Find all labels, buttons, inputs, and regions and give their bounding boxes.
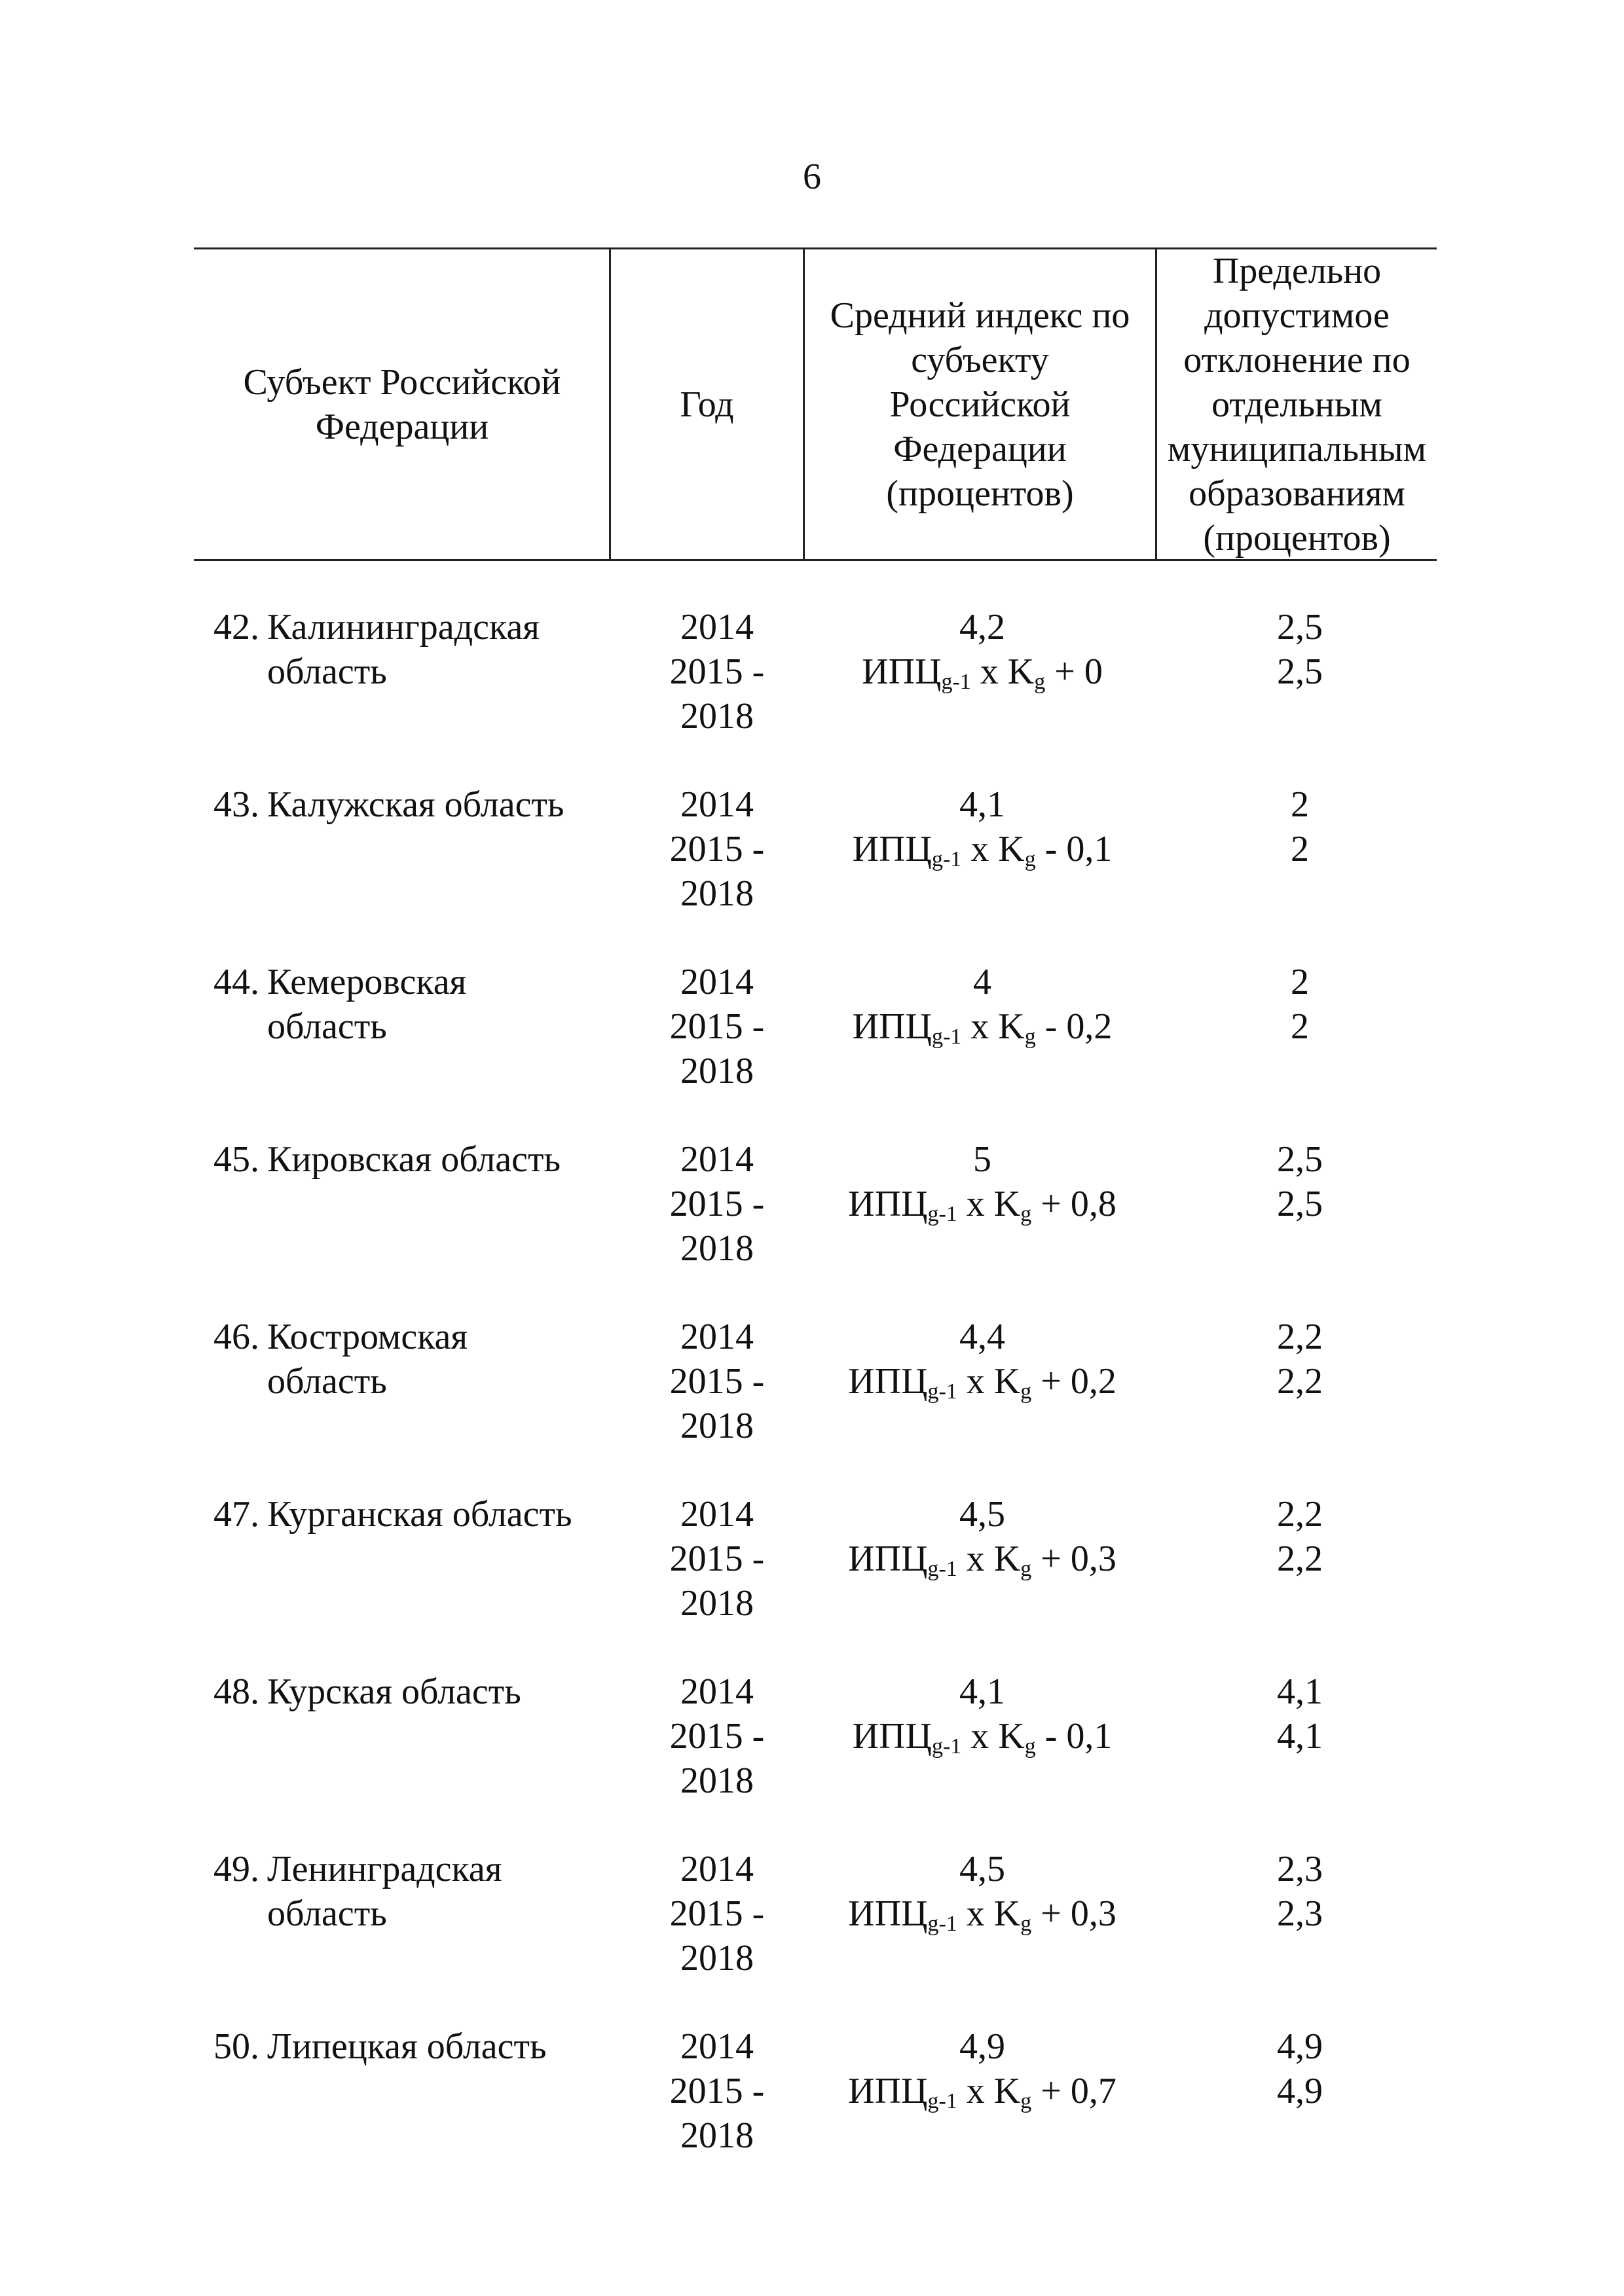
deviation-2015: 2 [1291, 1006, 1309, 1047]
index-2014: 4,1 [959, 1671, 1005, 1712]
index-formula [805, 1359, 1159, 1404]
deviation-2015: 2 [1291, 829, 1309, 869]
header-avg-index-line: субъекту [911, 339, 1049, 380]
formula-op: - 0,1 [1035, 1716, 1113, 1757]
row-number: 42. [213, 607, 259, 647]
avg-index-cell [805, 1669, 1159, 1758]
year-range-start: 2015 - [669, 2071, 765, 2111]
formula-mult: x K [970, 651, 1035, 692]
index-2014: 4 [973, 962, 991, 1002]
formula-sub2: g [1020, 1202, 1032, 1226]
table-row [0, 1315, 1624, 1452]
index-formula [805, 1714, 1159, 1758]
formula-base: ИПЦ [852, 1716, 932, 1757]
year-range-end: 2018 [680, 1228, 754, 1269]
header-deviation-line: муниципальным [1167, 428, 1427, 469]
formula-sub2: g [1024, 847, 1036, 871]
avg-index-cell [805, 2024, 1159, 2113]
subject-name [267, 1315, 621, 1404]
subject-name-line: область [267, 1893, 387, 1934]
formula-base: ИПЦ [862, 651, 942, 692]
index-2014: 4,5 [959, 1494, 1005, 1535]
header-avg-index-line: (процентов) [886, 473, 1074, 514]
year-range-start: 2015 - [669, 651, 765, 692]
formula-base: ИПЦ [848, 1361, 928, 1402]
deviation-cell [1231, 1137, 1369, 1226]
year-cell [648, 960, 786, 1093]
formula-base: ИПЦ [848, 1184, 928, 1224]
deviation-cell [1231, 2024, 1369, 2113]
formula-sub2: g [1020, 1379, 1032, 1404]
deviation-2015: 4,1 [1277, 1716, 1323, 1757]
year-range-start: 2015 - [669, 1006, 765, 1047]
table-row [0, 1492, 1624, 1630]
index-formula [805, 1182, 1159, 1226]
subject-name-line: область [267, 651, 387, 692]
formula-op: + 0,3 [1031, 1893, 1116, 1934]
deviation-2015: 4,9 [1277, 2071, 1323, 2111]
year-range-end: 2018 [680, 873, 754, 914]
header-avg-index-line: Российской [889, 384, 1071, 425]
deviation-2014: 2 [1291, 784, 1309, 825]
formula-op: + 0,3 [1031, 1539, 1116, 1579]
formula-sub2: g [1020, 1912, 1032, 1936]
year-range-end: 2018 [680, 2115, 754, 2156]
deviation-cell [1231, 1669, 1369, 1758]
year-range-end: 2018 [680, 1760, 754, 1801]
index-2014: 4,1 [959, 784, 1005, 825]
avg-index-cell [805, 605, 1159, 694]
index-2014: 4,5 [959, 1849, 1005, 1889]
header-deviation-line: отдельным [1211, 384, 1382, 425]
index-formula [805, 1537, 1159, 1581]
row-number: 46. [213, 1317, 259, 1357]
year-range-end: 2018 [680, 1938, 754, 1978]
formula-sub1: g-1 [927, 2089, 957, 2113]
row-number: 50. [213, 2026, 259, 2067]
formula-sub1: g-1 [927, 1557, 957, 1581]
avg-index-cell [805, 782, 1159, 871]
formula-sub1: g-1 [941, 670, 971, 694]
header-year-line: Год [680, 384, 734, 425]
deviation-2015: 2,2 [1277, 1361, 1323, 1402]
avg-index-cell [805, 1847, 1159, 1936]
formula-base: ИПЦ [848, 1539, 928, 1579]
index-2014: 4,4 [959, 1317, 1005, 1357]
formula-mult: x K [957, 2071, 1021, 2111]
year-range-start: 2015 - [669, 1893, 765, 1934]
formula-op: + 0,2 [1031, 1361, 1116, 1402]
subject-name-line: Липецкая область [267, 2026, 547, 2067]
subject-name-line: Ленинградская [267, 1849, 502, 1889]
deviation-cell [1231, 1492, 1369, 1581]
subject-name [267, 782, 621, 827]
index-2014: 4,2 [959, 607, 1005, 647]
formula-sub2: g [1020, 2089, 1032, 2113]
subject-name-line: Кемеровская [267, 962, 467, 1002]
formula-sub1: g-1 [927, 1202, 957, 1226]
index-2014: 5 [973, 1139, 991, 1180]
avg-index-cell [805, 960, 1159, 1049]
table-row [0, 1137, 1624, 1275]
year-range-start: 2015 - [669, 1716, 765, 1757]
subject-name [267, 1492, 621, 1537]
deviation-cell [1231, 1847, 1369, 1936]
deviation-2015: 2,5 [1277, 651, 1323, 692]
index-2014: 4,9 [959, 2026, 1005, 2067]
year-2014: 2014 [680, 1849, 754, 1889]
header-subject [195, 249, 609, 559]
subject-name [267, 960, 621, 1049]
index-formula [805, 1891, 1159, 1936]
avg-index-cell [805, 1137, 1159, 1226]
formula-op: - 0,1 [1035, 829, 1113, 869]
deviation-cell [1231, 1315, 1369, 1404]
avg-index-cell [805, 1315, 1159, 1404]
formula-sub1: g-1 [927, 1912, 957, 1936]
year-cell [648, 1492, 786, 1626]
formula-mult: x K [961, 1716, 1025, 1757]
header-deviation-line: (процентов) [1203, 517, 1391, 558]
index-formula [805, 1004, 1159, 1049]
subject-name [267, 605, 621, 694]
formula-sub1: g-1 [927, 1379, 957, 1404]
index-formula [805, 827, 1159, 871]
subject-name-line: Кировская область [267, 1139, 561, 1180]
subject-name-line: Курганская область [267, 1494, 572, 1535]
formula-base: ИПЦ [848, 1893, 928, 1934]
header-deviation-line: образованиям [1189, 473, 1405, 514]
year-cell [648, 1669, 786, 1803]
formula-sub1: g-1 [931, 1734, 962, 1758]
row-number: 44. [213, 962, 259, 1002]
subject-name [267, 1847, 621, 1936]
deviation-2014: 2,3 [1277, 1849, 1323, 1889]
deviation-cell [1231, 782, 1369, 871]
header-subject-line: Субъект Российской [243, 361, 561, 403]
year-range-start: 2015 - [669, 1361, 765, 1402]
page-number: 6 [803, 156, 821, 197]
formula-mult: x K [957, 1184, 1021, 1224]
deviation-2014: 4,1 [1277, 1671, 1323, 1712]
year-range-end: 2018 [680, 696, 754, 737]
avg-index-cell [805, 1492, 1159, 1581]
deviation-2014: 2,5 [1277, 1139, 1323, 1180]
subject-name-line: Курская область [267, 1671, 521, 1712]
formula-sub1: g-1 [931, 847, 962, 871]
row-number: 49. [213, 1849, 259, 1889]
deviation-2014: 2 [1291, 962, 1309, 1002]
formula-sub2: g [1024, 1025, 1036, 1049]
deviation-2015: 2,5 [1277, 1184, 1323, 1224]
formula-sub2: g [1034, 670, 1046, 694]
table-row [0, 605, 1624, 742]
deviation-2014: 2,5 [1277, 607, 1323, 647]
row-number: 48. [213, 1671, 259, 1712]
year-2014: 2014 [680, 1671, 754, 1712]
year-2014: 2014 [680, 2026, 754, 2067]
formula-mult: x K [961, 829, 1025, 869]
table-row [0, 960, 1624, 1097]
formula-base: ИПЦ [848, 2071, 928, 2111]
index-formula [805, 2069, 1159, 2113]
table-row [0, 1847, 1624, 1984]
deviation-cell [1231, 605, 1369, 694]
formula-op: + 0 [1045, 651, 1103, 692]
table-row [0, 1669, 1624, 1807]
year-2014: 2014 [680, 1139, 754, 1180]
row-number: 43. [213, 784, 259, 825]
year-cell [648, 2024, 786, 2158]
year-cell [648, 605, 786, 738]
deviation-2015: 2,2 [1277, 1539, 1323, 1579]
header-avg-index-line: Средний индекс по [830, 295, 1130, 336]
year-range-start: 2015 - [669, 1539, 765, 1579]
year-range-end: 2018 [680, 1051, 754, 1091]
header-avg-index [805, 249, 1155, 559]
header-deviation-line: Предельно [1212, 250, 1382, 291]
header-deviation-line: допустимое [1204, 295, 1390, 336]
subject-name-line: область [267, 1006, 387, 1047]
deviation-cell [1231, 960, 1369, 1049]
formula-mult: x K [957, 1893, 1021, 1934]
year-cell [648, 782, 786, 916]
header-deviation-line: отклонение по [1183, 339, 1411, 380]
subject-name-line: область [267, 1361, 387, 1402]
formula-sub2: g [1024, 1734, 1036, 1758]
formula-sub2: g [1020, 1557, 1032, 1581]
subject-name-line: Костромская [267, 1317, 468, 1357]
year-range-start: 2015 - [669, 829, 765, 869]
formula-mult: x K [961, 1006, 1025, 1047]
deviation-2014: 2,2 [1277, 1494, 1323, 1535]
formula-mult: x K [957, 1539, 1021, 1579]
header-avg-index-line: Федерации [893, 428, 1067, 469]
header-deviation [1157, 249, 1437, 559]
table-row [0, 782, 1624, 920]
formula-op: + 0,7 [1031, 2071, 1116, 2111]
year-2014: 2014 [680, 784, 754, 825]
table-row [0, 2024, 1624, 2162]
year-cell [648, 1847, 786, 1980]
year-2014: 2014 [680, 1494, 754, 1535]
year-range-end: 2018 [680, 1406, 754, 1446]
year-range-end: 2018 [680, 1583, 754, 1624]
row-number: 45. [213, 1139, 259, 1180]
row-number: 47. [213, 1494, 259, 1535]
header-subject-line: Федерации [315, 406, 489, 447]
subject-name [267, 1137, 621, 1182]
year-cell [648, 1315, 786, 1448]
year-2014: 2014 [680, 1317, 754, 1357]
subject-name [267, 2024, 621, 2069]
index-formula [805, 649, 1159, 694]
subject-name [267, 1669, 621, 1714]
formula-base: ИПЦ [852, 829, 932, 869]
formula-mult: x K [957, 1361, 1021, 1402]
year-cell [648, 1137, 786, 1271]
deviation-2014: 2,2 [1277, 1317, 1323, 1357]
formula-op: + 0,8 [1031, 1184, 1116, 1224]
formula-op: - 0,2 [1035, 1006, 1113, 1047]
formula-sub1: g-1 [931, 1025, 962, 1049]
header-year [611, 249, 803, 559]
year-2014: 2014 [680, 962, 754, 1002]
subject-name-line: Калининградская [267, 607, 540, 647]
deviation-2014: 4,9 [1277, 2026, 1323, 2067]
year-2014: 2014 [680, 607, 754, 647]
subject-name-line: Калужская область [267, 784, 564, 825]
deviation-2015: 2,3 [1277, 1893, 1323, 1934]
year-range-start: 2015 - [669, 1184, 765, 1224]
formula-base: ИПЦ [852, 1006, 932, 1047]
